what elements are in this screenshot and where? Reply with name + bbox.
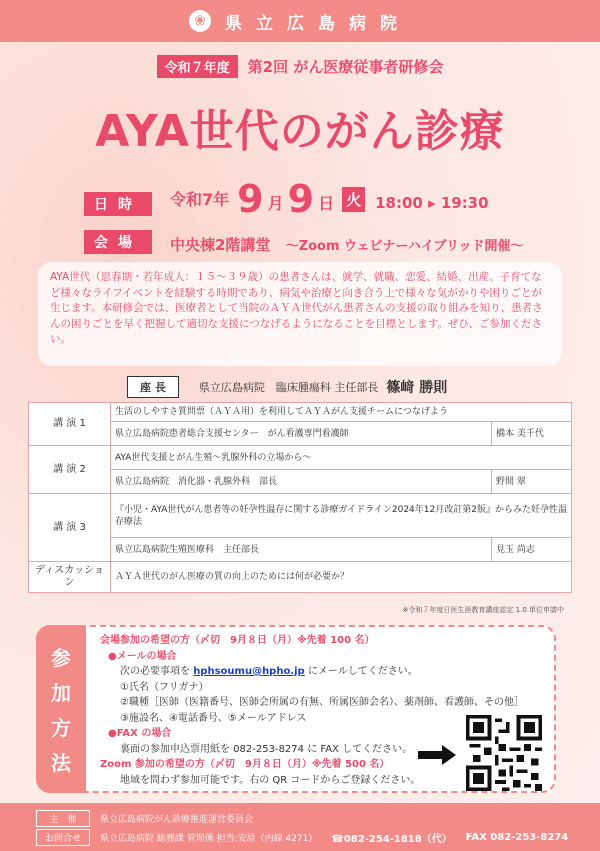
table-row [29,403,572,422]
arrow-right-icon [418,745,456,765]
application-side-label [36,625,86,793]
contact-fax: FAX 082-253-8274 [465,832,569,843]
zoom-apply-head: Zoom 参加の希望の方（〆切 9月８日（月）※先着 500 名） [100,759,390,770]
event-date [170,177,489,221]
chair-affiliation: 県立広島病院 臨床腫瘍科 主任部長 [198,381,379,394]
intro-text: AYA世代（思春期・若年成人：１５～３９歳）の患者さんは、就学、就職、恋愛、結婚、出産、子育てなど様々なライフイベントを経験する時期であり、病気や治療と向き合う上で様々な気がかりや困りごとが生じます。本研修会では、医療者として当院のＡＹＡ世代がん患者さんの支援の取り組みを知り、患者さんの困りごとを早く把握して適切な支援につなげるようになることを目標とします。ぜひ、ご参加ください。 [38,262,562,366]
date-month-unit: 月 [267,194,284,213]
mail-address-link[interactable]: hphsoumu@hpho.jp [193,666,305,677]
chair-row [127,376,447,398]
venue-place: 中央棟2階講堂 [170,236,271,254]
event-time: 18:00 ▸ 19:30 [375,194,489,212]
mail-head: ●メールの場合 [108,650,177,662]
discussion-head: ディスカッション [29,562,111,593]
fax-text: 裏面の参加申込票用紙を 082-253-8274 に FAX してください。 [120,743,413,755]
chair-label: 座 長 [127,376,179,398]
table-row [29,446,572,470]
chair-name: 篠﨑 勝則 [386,380,448,396]
table-row [29,562,572,593]
mail-post: にメールしてください。 [304,666,418,677]
application-body [100,633,524,788]
hospital-name: 県立広島病院 [225,13,411,34]
event-series: 第2回 がん医療従事者研修会 [247,58,444,76]
application-box [36,625,556,793]
contact-label: お問合せ [36,829,90,846]
side-char: 法 [51,751,71,775]
mail-item: ②職種［医師（医籍番号、医師会所属の有無、所属医師会名）、薬剤師、看護師、その他］ [120,697,524,708]
venue-label: 会場 [84,230,152,254]
date-weekday: 火 [342,187,365,212]
footer-host-row [36,810,253,827]
table-row [29,538,572,562]
zoom-text: 地域を問わず参加可能です。右の QR コードからご登録ください。 [120,774,421,786]
mail-item: ③施設名、④電話番号、⑤メールアドレス [120,712,307,724]
lecture-3-speaker: 見玉 尚志 [492,538,572,562]
lecture-3-title: 『小児・AYA世代がん患者等の妊孕性温存に関する診療ガイドライン2024年12月改訂第2版』からみた妊孕性温存療法 [111,494,572,538]
mail-instruction [100,664,524,680]
host-name: 県立広島病院がん診療推進運営委員会 [100,815,254,825]
lecture-2-head: 講 演 2 [29,446,111,494]
date-day: 9 [287,177,315,221]
event-venue [170,234,523,255]
table-row [29,422,572,446]
program-table [28,402,572,593]
contact-info: 県立広島病院 総務課 管理係 担当:安原（内線 4271） [100,834,318,844]
event-title: AYA世代のがん診療 [95,106,505,157]
date-label: 日時 [84,192,152,216]
venue-apply-head: 会場参加の希望の方（〆切 9月８日（月）※先着 100 名） [100,635,375,646]
footer-contact-row [36,829,568,846]
lecture-3-head: 講 演 3 [29,494,111,562]
date-month: 9 [237,177,264,221]
qr-code-icon[interactable] [466,715,542,791]
table-row [29,470,572,494]
hospital-header [0,0,600,42]
lecture-3-affil: 県立広島病院生殖医療科 主任部長 [111,538,492,562]
discussion-text: ＡＹＡ世代のがん医療の質の向上のためには何が必要か？ [111,562,572,593]
lecture-1-head: 講 演 1 [29,403,111,446]
contact-tel[interactable]: ☎082-254-1818（代） [331,834,452,845]
side-char: 参 [51,646,71,670]
lecture-1-speaker: 橋本 美千代 [492,422,572,446]
date-era: 令和7年 [170,190,230,209]
fax-head: ●FAX の場合 [108,728,172,739]
venue-zoom: ～Zoom ウェビナーハイブリッド開催～ [285,239,524,254]
lecture-2-affil: 県立広島病院 消化器・乳腺外科 部長 [111,470,492,494]
lecture-1-title: 生活のしやすさ質問票（ＡＹＡ用）を利用してＡＹＡがん支援チームにつなげよう [111,403,572,422]
footer [0,803,600,851]
fiscal-year-badge: 令和７年度 [157,55,238,78]
table-row [29,494,572,538]
mail-item: ①氏名（フリガナ） [120,681,209,693]
lecture-2-speaker: 野間 翠 [492,470,572,494]
hospital-logo-icon: ❀ [189,10,211,32]
side-char: 加 [51,681,71,705]
event-subtitle [0,55,600,78]
side-char: 方 [51,716,71,740]
date-day-unit: 日 [318,194,335,213]
lecture-1-affil: 県立広島病院患者総合支援センター がん看護専門看護師 [111,422,492,446]
mail-pre: 次の必要事項を [120,666,194,677]
host-label: 主 催 [36,810,90,827]
credit-note: ※令和７年度日医生涯教育講座認定 1.0 単位申請中 [402,606,564,614]
lecture-2-title: AYA世代支援とがん生殖～乳腺外科の立場から～ [111,446,572,470]
